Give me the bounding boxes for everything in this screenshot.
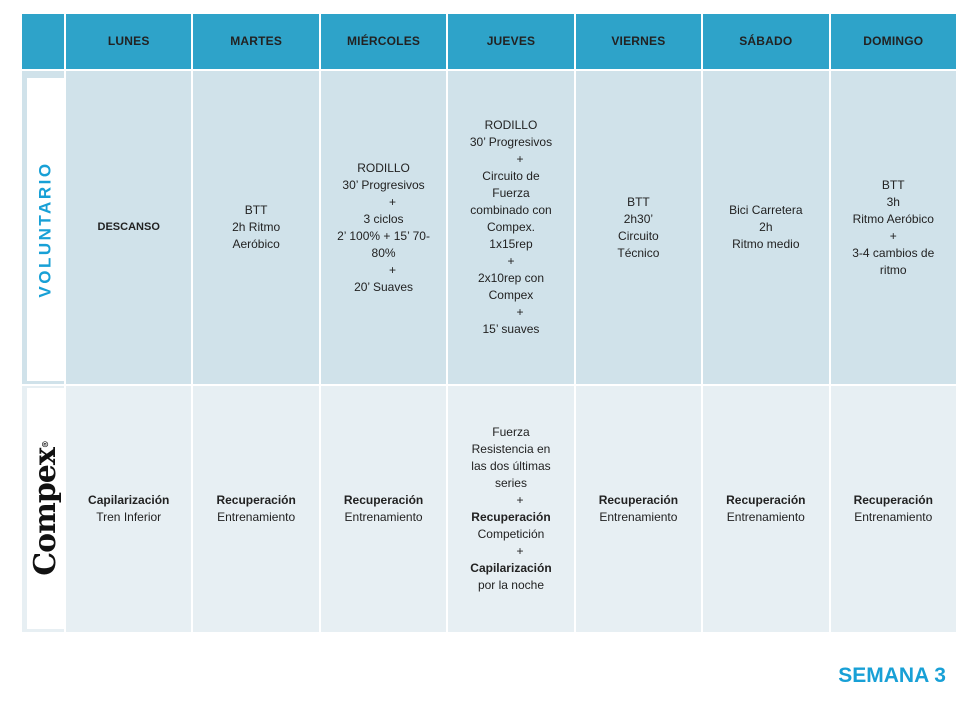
cell-plus: + bbox=[389, 262, 397, 277]
cell-line: + bbox=[507, 254, 515, 268]
cell-line: Ritmo medio bbox=[732, 237, 800, 251]
voluntario-cell-martes bbox=[192, 70, 319, 385]
header-day-martes: MARTES bbox=[192, 13, 319, 70]
cell-line: Bici Carretera bbox=[729, 203, 803, 217]
weekly-schedule-table bbox=[20, 12, 958, 634]
cell-plus: + bbox=[389, 194, 397, 209]
header-day-jueves: JUEVES bbox=[447, 13, 574, 70]
cell-line: RODILLO bbox=[357, 160, 410, 175]
cell-line: Competición bbox=[477, 527, 545, 541]
cell-subtitle: Entrenamiento bbox=[344, 510, 423, 524]
header-day-lunes: LUNES bbox=[65, 13, 192, 70]
cell-line: 30’ Progresivos bbox=[469, 135, 553, 149]
voluntario-label: VOLUNTARIO bbox=[36, 161, 55, 298]
cell-line: Resistencia en bbox=[471, 442, 551, 456]
cell-title: Recuperación bbox=[598, 493, 679, 507]
cell-line: series bbox=[494, 476, 527, 490]
compex-logo-box bbox=[27, 388, 64, 629]
cell-line: 2x10rep con bbox=[477, 271, 544, 285]
header-day-miercoles: MIÉRCOLES bbox=[320, 13, 447, 70]
cell-title: Recuperación bbox=[343, 493, 424, 507]
cell-line: RODILLO bbox=[484, 118, 538, 132]
cell-line: 1x15rep bbox=[489, 237, 533, 251]
header-corner-cell bbox=[21, 13, 65, 70]
cell-line: Circuito bbox=[618, 228, 659, 243]
compex-logo: Compex® bbox=[28, 441, 63, 576]
header-day-viernes: VIERNES bbox=[575, 13, 702, 70]
compex-cell-martes bbox=[192, 385, 319, 633]
voluntario-cell-miercoles bbox=[320, 70, 447, 385]
compex-cell-sabado bbox=[702, 385, 829, 633]
cell-line: BTT bbox=[244, 203, 268, 217]
voluntario-label-box bbox=[27, 78, 64, 381]
cell-line: 20’ Suaves bbox=[354, 279, 414, 294]
cell-title: Capilarización bbox=[88, 493, 170, 507]
cell-line: Técnico bbox=[617, 245, 660, 260]
cell-line: BTT bbox=[881, 177, 905, 192]
cell-line: Ritmo Aeróbico bbox=[852, 211, 934, 226]
cell-subtitle: Tren Inferior bbox=[96, 510, 162, 524]
cell-line: Circuito de bbox=[482, 169, 540, 183]
cell-subtitle: Entrenamiento bbox=[726, 510, 805, 524]
week-label: SEMANA 3 bbox=[838, 664, 946, 687]
cell-plus: + bbox=[516, 305, 524, 319]
cell-line: + bbox=[889, 228, 897, 243]
cell-line: 2h bbox=[759, 220, 773, 234]
cell-line: Aeróbico bbox=[232, 237, 280, 251]
compex-cell-viernes bbox=[575, 385, 702, 633]
voluntario-cell-viernes bbox=[575, 70, 702, 385]
cell-line: 2h Ritmo bbox=[232, 220, 281, 234]
cell-title: Recuperación bbox=[471, 510, 551, 524]
cell-title: Recuperación bbox=[853, 493, 933, 507]
rest-day-text: DESCANSO bbox=[97, 221, 160, 233]
cell-line: combinado con bbox=[470, 203, 552, 217]
cell-plus: + bbox=[516, 493, 524, 507]
cell-line: Compex bbox=[488, 288, 534, 302]
cell-plus: + bbox=[516, 152, 524, 166]
header-row bbox=[21, 13, 957, 70]
cell-line: 3h bbox=[886, 194, 900, 209]
cell-line: 3 ciclos bbox=[363, 211, 404, 226]
voluntario-cell-jueves bbox=[447, 70, 574, 385]
cell-subtitle: Entrenamiento bbox=[854, 510, 933, 524]
cell-line: 2’ 100% + 15’ 70- bbox=[337, 228, 430, 243]
cell-line: 2h30’ bbox=[623, 211, 654, 226]
voluntario-cell-lunes bbox=[65, 70, 192, 385]
compex-side-cell bbox=[21, 385, 65, 633]
header-day-sabado: SÁBADO bbox=[702, 13, 829, 70]
cell-line: ritmo bbox=[879, 262, 907, 277]
compex-row bbox=[21, 385, 957, 633]
cell-title: Recuperación bbox=[216, 493, 296, 507]
cell-title: Capilarización bbox=[470, 561, 552, 575]
cell-title: Recuperación bbox=[726, 493, 806, 507]
cell-line: las dos últimas bbox=[471, 459, 551, 473]
cell-line: Fuerza bbox=[492, 186, 530, 200]
cell-plus: + bbox=[516, 544, 524, 558]
cell-line: por la noche bbox=[477, 578, 544, 592]
voluntario-cell-domingo bbox=[830, 70, 957, 385]
cell-line: Compex. bbox=[486, 220, 535, 234]
cell-line: 30’ Progresivos bbox=[342, 177, 425, 192]
compex-cell-domingo bbox=[830, 385, 957, 633]
compex-cell-lunes bbox=[65, 385, 192, 633]
voluntario-row bbox=[21, 70, 957, 385]
cell-line: BTT bbox=[627, 194, 650, 209]
cell-line: 80% bbox=[371, 245, 396, 260]
cell-subtitle: Entrenamiento bbox=[217, 510, 296, 524]
cell-subtitle: Entrenamiento bbox=[599, 510, 678, 524]
voluntario-cell-sabado bbox=[702, 70, 829, 385]
voluntario-side-cell bbox=[21, 70, 65, 385]
cell-line: Fuerza bbox=[492, 425, 530, 439]
cell-line: 15’ suaves bbox=[482, 322, 540, 336]
header-day-domingo: DOMINGO bbox=[830, 13, 957, 70]
compex-cell-jueves bbox=[447, 385, 574, 633]
compex-cell-miercoles bbox=[320, 385, 447, 633]
cell-line: 3-4 cambios de bbox=[852, 245, 935, 260]
